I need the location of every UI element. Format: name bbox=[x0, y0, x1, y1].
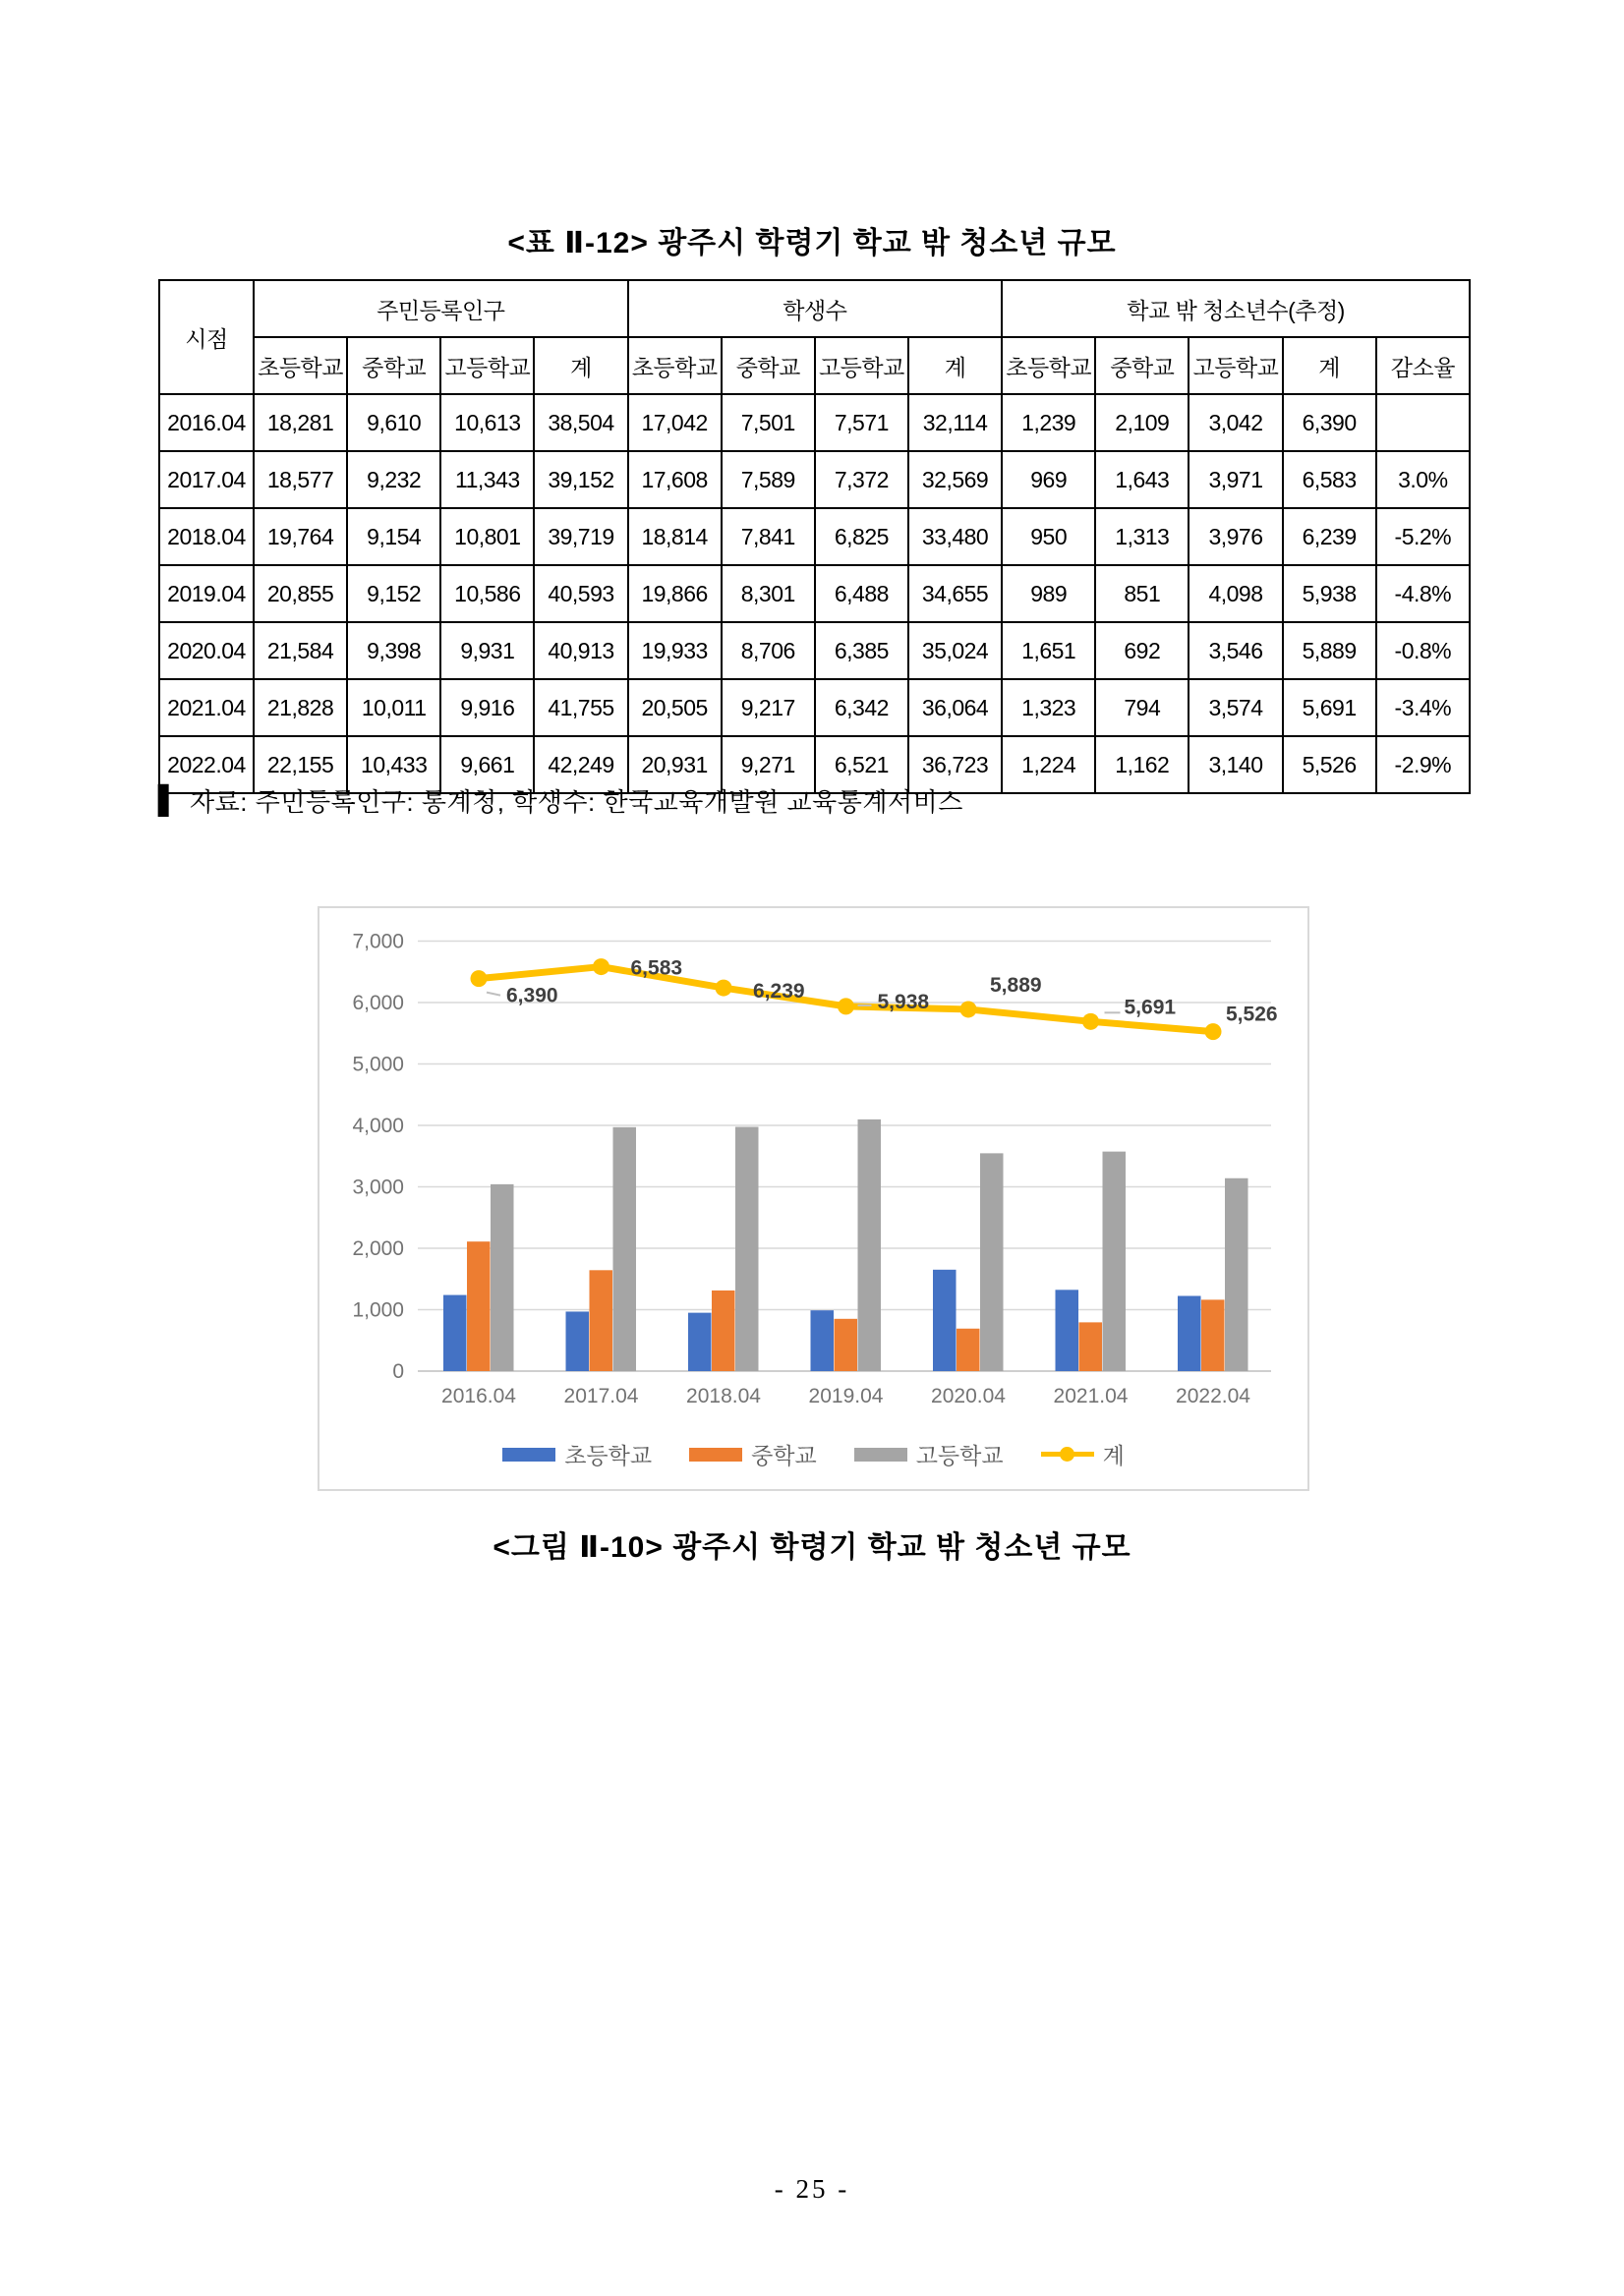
bar bbox=[858, 1119, 882, 1371]
table-cell: 20,931 bbox=[628, 736, 722, 793]
table-cell: 3,140 bbox=[1189, 736, 1282, 793]
table-cell: 7,501 bbox=[722, 394, 815, 451]
table-cell: 1,323 bbox=[1002, 679, 1095, 736]
legend-item bbox=[689, 1438, 817, 1470]
col-subheader: 초등학교 bbox=[628, 337, 722, 394]
table-cell: 17,608 bbox=[628, 451, 722, 508]
table-cell: 1,651 bbox=[1002, 622, 1095, 679]
y-axis-label: 3,000 bbox=[352, 1176, 404, 1199]
table-cell: 19,866 bbox=[628, 565, 722, 622]
x-axis-label: 2017.04 bbox=[563, 1385, 639, 1407]
table-cell: 6,825 bbox=[815, 508, 908, 565]
y-axis-label: 4,000 bbox=[352, 1115, 404, 1137]
bar bbox=[735, 1127, 759, 1372]
y-axis-label: 2,000 bbox=[352, 1237, 404, 1260]
chart-svg bbox=[319, 908, 1307, 1419]
page-number: - 25 - bbox=[774, 2174, 850, 2204]
y-axis-label: 1,000 bbox=[352, 1298, 404, 1322]
table-cell: 9,661 bbox=[440, 736, 534, 793]
data-label: 5,526 bbox=[1226, 1003, 1278, 1026]
line-marker bbox=[960, 1001, 977, 1017]
y-axis-label: 6,000 bbox=[352, 992, 404, 1014]
table-cell: 969 bbox=[1002, 451, 1095, 508]
table-cell bbox=[1376, 394, 1470, 451]
table-cell: 32,114 bbox=[908, 394, 1002, 451]
data-label: 6,239 bbox=[753, 980, 805, 1004]
table-cell: 10,801 bbox=[440, 508, 534, 565]
table-cell: 6,583 bbox=[1283, 451, 1376, 508]
bar bbox=[1225, 1178, 1248, 1371]
figure-caption: <그림 Ⅱ-10> 광주시 학령기 학교 밖 청소년 규모 bbox=[493, 1531, 1131, 1564]
table-cell: 6,521 bbox=[815, 736, 908, 793]
col-subheader: 중학교 bbox=[722, 337, 815, 394]
table-cell: 7,841 bbox=[722, 508, 815, 565]
table-cell: 8,706 bbox=[722, 622, 815, 679]
table-cell: -4.8% bbox=[1376, 565, 1470, 622]
x-axis-label: 2016.04 bbox=[441, 1385, 516, 1407]
data-label: 5,691 bbox=[1124, 996, 1177, 1019]
row-time-cell: 2016.04 bbox=[159, 394, 254, 451]
y-axis-label: 0 bbox=[392, 1360, 404, 1383]
bar bbox=[1201, 1299, 1225, 1371]
table-row bbox=[159, 451, 1470, 508]
table-cell: 950 bbox=[1002, 508, 1095, 565]
table-cell: 9,610 bbox=[347, 394, 440, 451]
legend-label: 계 bbox=[1102, 1443, 1125, 1468]
table-cell: 7,589 bbox=[722, 451, 815, 508]
col-subheader: 감소율 bbox=[1376, 337, 1470, 394]
col-subheader: 계 bbox=[534, 337, 627, 394]
table-cell: 18,577 bbox=[254, 451, 347, 508]
col-group-students: 학생수 bbox=[628, 280, 1003, 337]
table-cell: -3.4% bbox=[1376, 679, 1470, 736]
bar bbox=[980, 1153, 1004, 1371]
line-marker bbox=[716, 980, 732, 997]
table-cell: 6,390 bbox=[1283, 394, 1376, 451]
row-time-cell: 2018.04 bbox=[159, 508, 254, 565]
table-cell: 9,154 bbox=[347, 508, 440, 565]
bar bbox=[566, 1311, 590, 1371]
bar bbox=[443, 1295, 467, 1371]
col-subheader: 계 bbox=[908, 337, 1002, 394]
table-cell: 5,526 bbox=[1283, 736, 1376, 793]
table-cell: 4,098 bbox=[1189, 565, 1282, 622]
bar bbox=[590, 1270, 613, 1371]
source-note-text: 자료: 주민등록인구: 통계청, 학생수: 한국교육개발원 교육통계서비스 bbox=[190, 787, 963, 817]
table-cell: 34,655 bbox=[908, 565, 1002, 622]
table-cell: 2,109 bbox=[1095, 394, 1189, 451]
table-cell: 851 bbox=[1095, 565, 1189, 622]
legend-item bbox=[502, 1438, 652, 1470]
y-axis-label: 7,000 bbox=[352, 930, 404, 953]
table-header-row-sub bbox=[159, 337, 1470, 394]
table-cell: 6,342 bbox=[815, 679, 908, 736]
table-row bbox=[159, 679, 1470, 736]
table-cell: 39,152 bbox=[534, 451, 627, 508]
figure-chart bbox=[318, 906, 1309, 1491]
table-cell: 5,938 bbox=[1283, 565, 1376, 622]
table-cell: 10,586 bbox=[440, 565, 534, 622]
data-label: 5,889 bbox=[990, 973, 1042, 997]
table-cell: 1,313 bbox=[1095, 508, 1189, 565]
table-cell: 42,249 bbox=[534, 736, 627, 793]
x-axis-label: 2019.04 bbox=[808, 1385, 884, 1407]
table-cell: 9,232 bbox=[347, 451, 440, 508]
source-marker-bar: ▌ bbox=[158, 783, 181, 817]
table-cell: 3,574 bbox=[1189, 679, 1282, 736]
table-row bbox=[159, 565, 1470, 622]
table-cell: 20,505 bbox=[628, 679, 722, 736]
table-cell: 3,042 bbox=[1189, 394, 1282, 451]
data-table bbox=[158, 279, 1471, 794]
source-note bbox=[158, 782, 963, 819]
table-cell: 18,281 bbox=[254, 394, 347, 451]
table-cell: 10,433 bbox=[347, 736, 440, 793]
table-cell: 21,584 bbox=[254, 622, 347, 679]
table-cell: -2.9% bbox=[1376, 736, 1470, 793]
row-time-cell: 2019.04 bbox=[159, 565, 254, 622]
row-time-cell: 2021.04 bbox=[159, 679, 254, 736]
legend-swatch bbox=[689, 1448, 742, 1462]
data-label: 6,583 bbox=[630, 956, 683, 980]
table-cell: 9,217 bbox=[722, 679, 815, 736]
col-subheader: 중학교 bbox=[347, 337, 440, 394]
table-cell: 6,385 bbox=[815, 622, 908, 679]
bar bbox=[491, 1184, 514, 1371]
bar bbox=[712, 1291, 735, 1371]
bar bbox=[933, 1270, 957, 1371]
table-cell: 9,916 bbox=[440, 679, 534, 736]
table-cell: 1,162 bbox=[1095, 736, 1189, 793]
table-header bbox=[159, 280, 1470, 394]
table-cell: 36,064 bbox=[908, 679, 1002, 736]
table-cell: 989 bbox=[1002, 565, 1095, 622]
y-axis-label: 5,000 bbox=[352, 1053, 404, 1076]
bar bbox=[467, 1241, 491, 1371]
table-cell: 39,719 bbox=[534, 508, 627, 565]
bar bbox=[1178, 1296, 1201, 1372]
table-cell: 35,024 bbox=[908, 622, 1002, 679]
table-cell: 692 bbox=[1095, 622, 1189, 679]
table-cell: -0.8% bbox=[1376, 622, 1470, 679]
line-marker bbox=[1082, 1013, 1099, 1030]
bar bbox=[1103, 1152, 1127, 1371]
row-time-cell: 2022.04 bbox=[159, 736, 254, 793]
col-subheader: 고등학교 bbox=[815, 337, 908, 394]
table-cell: 3,971 bbox=[1189, 451, 1282, 508]
table-cell: 7,571 bbox=[815, 394, 908, 451]
chart-legend bbox=[319, 1419, 1307, 1489]
legend-swatch bbox=[502, 1448, 555, 1462]
x-axis-label: 2022.04 bbox=[1176, 1385, 1250, 1407]
bar bbox=[613, 1127, 637, 1371]
table-cell: 19,933 bbox=[628, 622, 722, 679]
table-cell: 10,011 bbox=[347, 679, 440, 736]
table-cell: 38,504 bbox=[534, 394, 627, 451]
table-cell: 1,224 bbox=[1002, 736, 1095, 793]
legend-label: 초등학교 bbox=[564, 1443, 653, 1468]
table-cell: 8,301 bbox=[722, 565, 815, 622]
legend-item bbox=[854, 1438, 1004, 1470]
row-time-cell: 2020.04 bbox=[159, 622, 254, 679]
legend-label: 고등학교 bbox=[915, 1443, 1004, 1468]
bar bbox=[1056, 1290, 1079, 1371]
data-label: 5,938 bbox=[877, 990, 930, 1013]
col-subheader: 고등학교 bbox=[440, 337, 534, 394]
bar bbox=[1079, 1322, 1103, 1371]
table-row bbox=[159, 508, 1470, 565]
table-cell: 5,691 bbox=[1283, 679, 1376, 736]
table-cell: 41,755 bbox=[534, 679, 627, 736]
legend-item bbox=[1041, 1438, 1125, 1470]
table-cell: 40,913 bbox=[534, 622, 627, 679]
table-cell: 6,488 bbox=[815, 565, 908, 622]
table-cell: 1,239 bbox=[1002, 394, 1095, 451]
table-cell: 3,546 bbox=[1189, 622, 1282, 679]
table-body bbox=[159, 394, 1470, 793]
col-header-time: 시점 bbox=[159, 280, 254, 394]
table-title: <표 Ⅱ-12> 광주시 학령기 학교 밖 청소년 규모 bbox=[507, 227, 1117, 259]
legend-label: 중학교 bbox=[751, 1443, 817, 1468]
bar bbox=[835, 1319, 858, 1371]
table-cell: 9,931 bbox=[440, 622, 534, 679]
table-cell: 7,372 bbox=[815, 451, 908, 508]
bar bbox=[688, 1313, 712, 1371]
table-cell: 20,855 bbox=[254, 565, 347, 622]
table-cell: 5,889 bbox=[1283, 622, 1376, 679]
line-marker bbox=[838, 998, 854, 1014]
table-cell: 3.0% bbox=[1376, 451, 1470, 508]
table-header-row-groups bbox=[159, 280, 1470, 337]
table-cell: 794 bbox=[1095, 679, 1189, 736]
legend-swatch bbox=[854, 1448, 907, 1462]
col-group-registered-population: 주민등록인구 bbox=[254, 280, 628, 337]
col-subheader: 중학교 bbox=[1095, 337, 1189, 394]
x-axis-label: 2020.04 bbox=[931, 1385, 1006, 1407]
legend-line-marker-icon bbox=[1041, 1452, 1094, 1457]
bar bbox=[957, 1329, 980, 1371]
col-subheader: 고등학교 bbox=[1189, 337, 1282, 394]
col-subheader: 초등학교 bbox=[254, 337, 347, 394]
table-cell: 40,593 bbox=[534, 565, 627, 622]
bar bbox=[811, 1310, 835, 1371]
label-leader bbox=[487, 993, 500, 996]
table-cell: 9,398 bbox=[347, 622, 440, 679]
table-cell: 18,814 bbox=[628, 508, 722, 565]
table-cell: 19,764 bbox=[254, 508, 347, 565]
table-cell: 9,271 bbox=[722, 736, 815, 793]
table-cell: 11,343 bbox=[440, 451, 534, 508]
table-cell: 32,569 bbox=[908, 451, 1002, 508]
table-cell: 1,643 bbox=[1095, 451, 1189, 508]
col-subheader: 초등학교 bbox=[1002, 337, 1095, 394]
table-cell: 33,480 bbox=[908, 508, 1002, 565]
table-cell: -5.2% bbox=[1376, 508, 1470, 565]
col-group-out-of-school-youth: 학교 밖 청소년수(추정) bbox=[1002, 280, 1470, 337]
line-marker bbox=[471, 970, 488, 987]
line-marker bbox=[1205, 1023, 1222, 1040]
line-marker bbox=[593, 958, 609, 975]
table-cell: 21,828 bbox=[254, 679, 347, 736]
table-cell: 36,723 bbox=[908, 736, 1002, 793]
col-subheader: 계 bbox=[1283, 337, 1376, 394]
data-label: 6,390 bbox=[506, 984, 558, 1007]
table-cell: 3,976 bbox=[1189, 508, 1282, 565]
table-cell: 6,239 bbox=[1283, 508, 1376, 565]
table-cell: 9,152 bbox=[347, 565, 440, 622]
table-row bbox=[159, 622, 1470, 679]
table-row bbox=[159, 394, 1470, 451]
row-time-cell: 2017.04 bbox=[159, 451, 254, 508]
x-axis-label: 2018.04 bbox=[686, 1385, 761, 1407]
table-cell: 17,042 bbox=[628, 394, 722, 451]
table-cell: 22,155 bbox=[254, 736, 347, 793]
x-axis-label: 2021.04 bbox=[1053, 1385, 1129, 1407]
table-cell: 10,613 bbox=[440, 394, 534, 451]
